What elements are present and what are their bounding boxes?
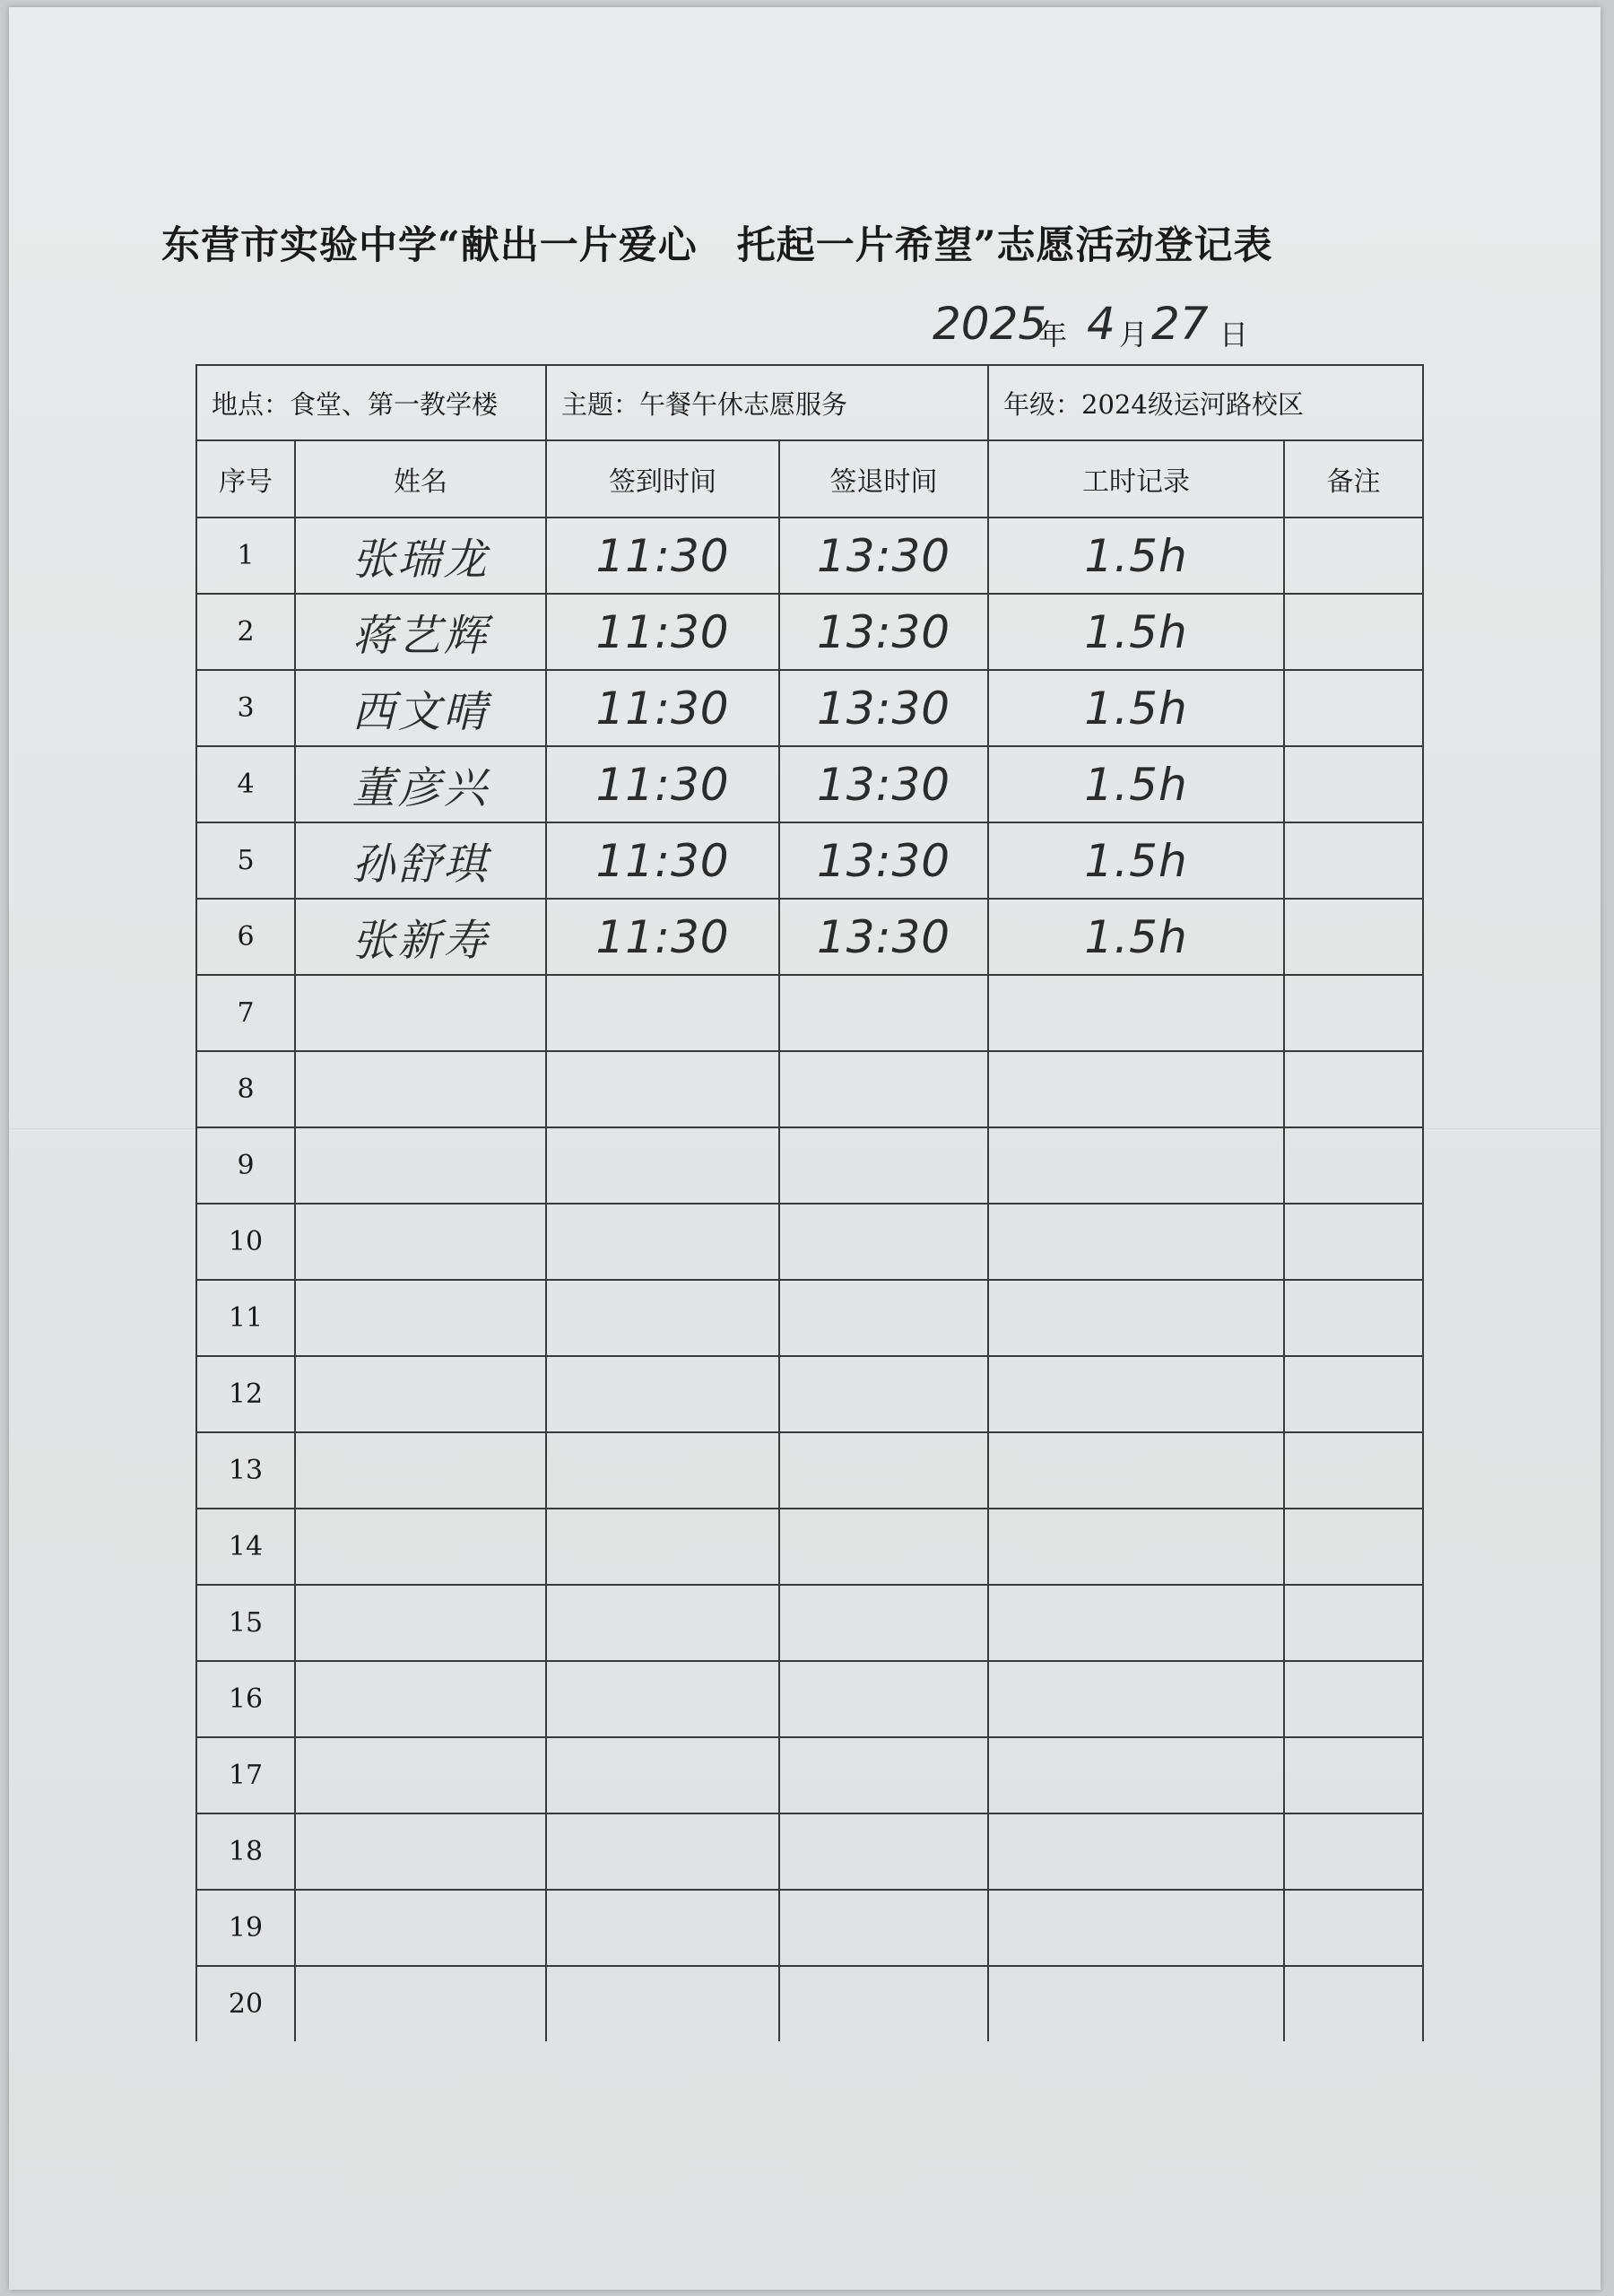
form-title: 东营市实验中学“献出一片爱心 托起一片希望”志愿活动登记表: [161, 223, 1273, 268]
cell-hours: [988, 1051, 1284, 1127]
cell-remarks: [1284, 1280, 1423, 1356]
cell-seq: 9: [196, 1127, 295, 1204]
cell-sign-in: [546, 1051, 779, 1127]
cell-sign-out: 13:30: [779, 822, 988, 899]
cell-sign-out: [779, 1509, 988, 1585]
cell-hours: [988, 1890, 1284, 1966]
cell-name: [295, 1127, 546, 1204]
cell-hours: 1.5h: [988, 899, 1284, 975]
cell-seq: 16: [196, 1661, 295, 1737]
cell-sign-in: [546, 1280, 779, 1356]
cell-seq: 20: [196, 1966, 295, 2041]
cell-seq: 12: [196, 1356, 295, 1432]
table-row: [196, 975, 1423, 1051]
cell-seq: 1: [196, 517, 295, 594]
cell-sign-out: [779, 1204, 988, 1280]
cell-remarks: [1284, 1432, 1423, 1509]
cell-hours: [988, 1966, 1284, 2041]
table-row: [196, 1661, 1423, 1737]
cell-seq: 17: [196, 1737, 295, 1813]
cell-sign-out: [779, 1051, 988, 1127]
cell-name: [295, 1737, 546, 1813]
table-row: [196, 1813, 1423, 1890]
cell-remarks: [1284, 899, 1423, 975]
cell-seq: 5: [196, 822, 295, 899]
cell-hours: 1.5h: [988, 594, 1284, 670]
cell-sign-out: [779, 1737, 988, 1813]
cell-sign-out: 13:30: [779, 746, 988, 822]
cell-remarks: [1284, 1813, 1423, 1890]
cell-name: 董彦兴: [295, 746, 546, 822]
cell-sign-out: 13:30: [779, 594, 988, 670]
cell-name: 孙舒琪: [295, 822, 546, 899]
header-name: 姓名: [295, 440, 546, 517]
cell-sign-in: 11:30: [546, 594, 779, 670]
table-row: [196, 1127, 1423, 1204]
cell-seq: 8: [196, 1051, 295, 1127]
cell-name: 蒋艺辉: [295, 594, 546, 670]
cell-sign-in: [546, 1813, 779, 1890]
cell-seq: 3: [196, 670, 295, 746]
cell-sign-in: [546, 1432, 779, 1509]
cell-name: [295, 1890, 546, 1966]
cell-hours: [988, 975, 1284, 1051]
header-sign-out: 签退时间: [779, 440, 988, 517]
cell-hours: [988, 1204, 1284, 1280]
theme-cell: 主题：午餐午休志愿服务: [546, 365, 988, 440]
cell-hours: 1.5h: [988, 822, 1284, 899]
cell-sign-in: 11:30: [546, 670, 779, 746]
cell-sign-out: [779, 1280, 988, 1356]
cell-name: [295, 1432, 546, 1509]
cell-hours: [988, 1280, 1284, 1356]
cell-hours: [988, 1585, 1284, 1661]
table-row: [196, 822, 1423, 899]
date-month-unit: 月: [1119, 317, 1149, 352]
cell-sign-out: 13:30: [779, 517, 988, 594]
cell-sign-out: [779, 1585, 988, 1661]
header-seq: 序号: [196, 440, 295, 517]
cell-sign-out: 13:30: [779, 899, 988, 975]
cell-name: [295, 1585, 546, 1661]
cell-hours: [988, 1432, 1284, 1509]
table-row: [196, 517, 1423, 594]
cell-name: [295, 1204, 546, 1280]
date-day-unit: 日: [1219, 317, 1249, 352]
cell-seq: 18: [196, 1813, 295, 1890]
cell-sign-in: 11:30: [546, 822, 779, 899]
cell-sign-in: 11:30: [546, 517, 779, 594]
grade-cell: 年级：2024级运河路校区: [988, 365, 1423, 440]
cell-seq: 11: [196, 1280, 295, 1356]
cell-sign-in: [546, 1890, 779, 1966]
cell-hours: 1.5h: [988, 746, 1284, 822]
cell-seq: 10: [196, 1204, 295, 1280]
form-date: [933, 292, 1309, 355]
cell-remarks: [1284, 594, 1423, 670]
cell-name: 西文晴: [295, 670, 546, 746]
cell-seq: 19: [196, 1890, 295, 1966]
cell-seq: 7: [196, 975, 295, 1051]
cell-remarks: [1284, 1509, 1423, 1585]
cell-sign-out: [779, 1432, 988, 1509]
cell-remarks: [1284, 1204, 1423, 1280]
cell-sign-out: 13:30: [779, 670, 988, 746]
cell-name: [295, 1356, 546, 1432]
location-cell: 地点：食堂、第一教学楼: [196, 365, 546, 440]
date-year: 2025: [933, 298, 1047, 350]
cell-name: 张新寿: [295, 899, 546, 975]
cell-sign-in: 11:30: [546, 899, 779, 975]
table-row: [196, 1509, 1423, 1585]
table-row: [196, 746, 1423, 822]
cell-sign-in: [546, 1127, 779, 1204]
cell-hours: [988, 1661, 1284, 1737]
cell-hours: [988, 1813, 1284, 1890]
cell-seq: 13: [196, 1432, 295, 1509]
cell-sign-in: [546, 1204, 779, 1280]
cell-sign-in: [546, 1661, 779, 1737]
table-row: [196, 1356, 1423, 1432]
cell-sign-in: [546, 1966, 779, 2041]
registration-table: [195, 364, 1424, 2041]
cell-remarks: [1284, 975, 1423, 1051]
cell-hours: [988, 1509, 1284, 1585]
cell-seq: 6: [196, 899, 295, 975]
table-row: [196, 1432, 1423, 1509]
cell-name: 张瑞龙: [295, 517, 546, 594]
cell-name: [295, 1661, 546, 1737]
cell-sign-in: [546, 1509, 779, 1585]
cell-remarks: [1284, 1890, 1423, 1966]
cell-sign-out: [779, 1813, 988, 1890]
cell-seq: 15: [196, 1585, 295, 1661]
cell-name: [295, 1813, 546, 1890]
cell-remarks: [1284, 517, 1423, 594]
header-hours: 工时记录: [988, 440, 1284, 517]
table-row: [196, 670, 1423, 746]
cell-seq: 4: [196, 746, 295, 822]
cell-sign-out: [779, 1890, 988, 1966]
table-row: [196, 1737, 1423, 1813]
cell-remarks: [1284, 822, 1423, 899]
cell-remarks: [1284, 670, 1423, 746]
table-row: [196, 899, 1423, 975]
cell-remarks: [1284, 1966, 1423, 2041]
cell-sign-in: [546, 1356, 779, 1432]
table-row: [196, 1585, 1423, 1661]
table-row: [196, 1280, 1423, 1356]
header-remarks: 备注: [1284, 440, 1423, 517]
cell-seq: 14: [196, 1509, 295, 1585]
cell-name: [295, 975, 546, 1051]
cell-name: [295, 1966, 546, 2041]
cell-hours: 1.5h: [988, 670, 1284, 746]
table-row: [196, 594, 1423, 670]
cell-sign-out: [779, 1966, 988, 2041]
header-sign-in: 签到时间: [546, 440, 779, 517]
cell-hours: [988, 1127, 1284, 1204]
cell-remarks: [1284, 1356, 1423, 1432]
cell-sign-out: [779, 1127, 988, 1204]
cell-sign-out: [779, 1661, 988, 1737]
cell-sign-out: [779, 1356, 988, 1432]
cell-hours: [988, 1737, 1284, 1813]
table-row: [196, 1051, 1423, 1127]
cell-sign-in: [546, 975, 779, 1051]
cell-name: [295, 1280, 546, 1356]
info-row: [196, 365, 1423, 440]
cell-sign-in: [546, 1737, 779, 1813]
cell-remarks: [1284, 1737, 1423, 1813]
date-month: 4: [1087, 298, 1115, 350]
cell-hours: [988, 1356, 1284, 1432]
paper-sheet: [9, 7, 1601, 2290]
cell-remarks: [1284, 1585, 1423, 1661]
cell-remarks: [1284, 1127, 1423, 1204]
date-day: 27: [1151, 298, 1209, 350]
table-row: [196, 1890, 1423, 1966]
cell-remarks: [1284, 746, 1423, 822]
header-row: [196, 440, 1423, 517]
cell-hours: 1.5h: [988, 517, 1284, 594]
cell-sign-in: 11:30: [546, 746, 779, 822]
cell-sign-out: [779, 975, 988, 1051]
cell-name: [295, 1051, 546, 1127]
cell-name: [295, 1509, 546, 1585]
cell-remarks: [1284, 1661, 1423, 1737]
cell-sign-in: [546, 1585, 779, 1661]
table-row: [196, 1204, 1423, 1280]
date-year-unit: 年: [1038, 317, 1068, 352]
cell-remarks: [1284, 1051, 1423, 1127]
cell-seq: 2: [196, 594, 295, 670]
table-row: [196, 1966, 1423, 2041]
